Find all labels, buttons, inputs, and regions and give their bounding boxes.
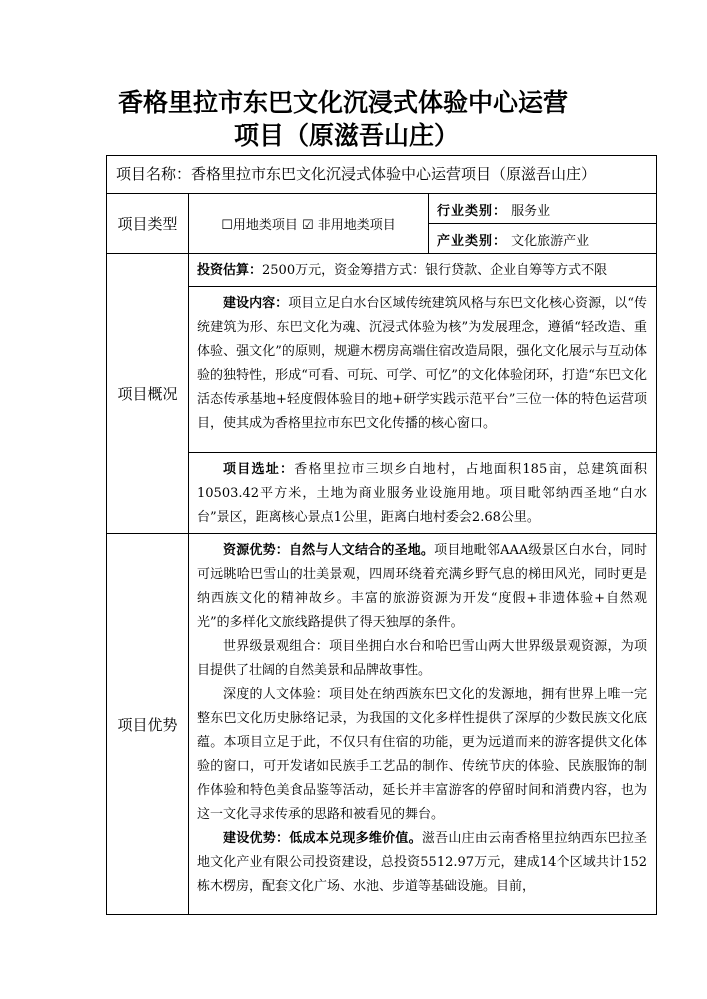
culture-paragraph: 深度的人文体验：项目处在纳西族东巴文化的发源地，拥有世界上唯一完整东巴文化历史脉络记录，为我国的文化多样性提供了深厚的少数民族文化底蕴。本项目立足于此，不仅只有住宿的功能，更为远道而来的游客提供文化体验的窗口，可开发诸如民族手工艺品的制作、传统节庆的体验、民族服饰的制作体验和特色美食品鉴等活动，延长并丰富游客的停留时间和消费内容，也为这一文化寻求传承的思路和被看见的舞台。 [197, 687, 648, 822]
title-line-1: 香格里拉市东巴文化沉浸式体验中心运营 [118, 88, 569, 117]
resource-label: 资源优势： [223, 543, 289, 558]
industry-value: 服务业 [511, 204, 551, 219]
sector-cell [429, 224, 657, 254]
industry-label: 行业类别： [437, 204, 508, 219]
sector-value: 文化旅游产业 [511, 234, 590, 249]
project-table [106, 155, 657, 915]
site-text: 香格里拉市三坝乡白地村，占地面积185亩，总建筑面积10503.42平方米，土地为商业服务业设施用地。项目毗邻纳西圣地“白水台”景区，距离核心景点1公里，距离白地村委会2.68公里。 [197, 462, 648, 525]
document-title [0, 86, 707, 152]
construction-label: 建设内容： [223, 296, 289, 311]
advantage-cell [189, 534, 657, 915]
investment-cell [189, 254, 657, 287]
construction-cell [189, 287, 657, 453]
build-label: 建设优势： [223, 831, 290, 846]
project-name: 项目名称：香格里拉市东巴文化沉浸式体验中心运营项目（原滋吾山庄） [116, 165, 597, 183]
project-type-checkboxes: ☐用地类项目 ☑ 非用地类项目 [189, 194, 429, 254]
sector-label: 产业类别： [437, 234, 508, 249]
industry-cell [429, 194, 657, 224]
investment-label: 投资估算： [197, 263, 263, 278]
build-paragraph [197, 827, 647, 899]
landscape-paragraph: 世界级景观组合：项目坐拥白水台和哈巴雪山两大世界级景观资源，为项目提供了壮阔的自然美景和品牌故事性。 [197, 639, 648, 678]
title-line-2: 项目（原滋吾山庄） [234, 121, 460, 150]
overview-label: 项目概况 [107, 254, 189, 534]
build-text: 滋吾山庄由云南香格里拉纳西东巴拉圣地文化产业有限公司投资建设，总投资5512.97万元，建成14个区域共计152栋木楞房，配套文化广场、水池、步道等基础设施。目前， [197, 831, 648, 894]
advantage-label: 项目优势 [107, 534, 189, 915]
project-type-label: 项目类型 [107, 194, 189, 254]
project-name-cell [107, 156, 657, 194]
resource-heading: 自然与人文结合的圣地。 [288, 543, 435, 558]
construction-text: 项目立足白水台区域传统建筑风格与东巴文化核心资源，以“传统建筑为形、东巴文化为魂、沉浸式体验为核”为发展理念，遵循“轻改造、重体验、强文化”的原则，规避木楞房高端住宿改造局限，强化文化展示与互动体验的独特性，形成“可看、可玩、可学、可忆”的文化体验闭环，打造“东巴文化活态传承基地+轻度假体验目的地+研学实践示范平台”三位一体的特色运营项目，使其成为香格里拉市东巴文化传播的核心窗口。 [197, 296, 648, 431]
site-label: 项目选址： [223, 462, 295, 477]
build-heading: 低成本兑现多维价值。 [289, 831, 422, 846]
resource-text: 项目地毗邻AAA级景区白水台，同时可远眺哈巴雪山的壮美景观，四周环绕着充满乡野气息的梯田风光，同时更是纳西族文化的精神故乡。丰富的旅游资源为开发“度假+非遗体验+自然观光”的多样化文旅线路提供了得天独厚的条件。 [197, 543, 648, 630]
investment-text: 2500万元，资金筹措方式：银行贷款、企业自筹等方式不限 [262, 263, 608, 278]
site-cell [189, 453, 657, 534]
resource-paragraph [197, 539, 647, 635]
